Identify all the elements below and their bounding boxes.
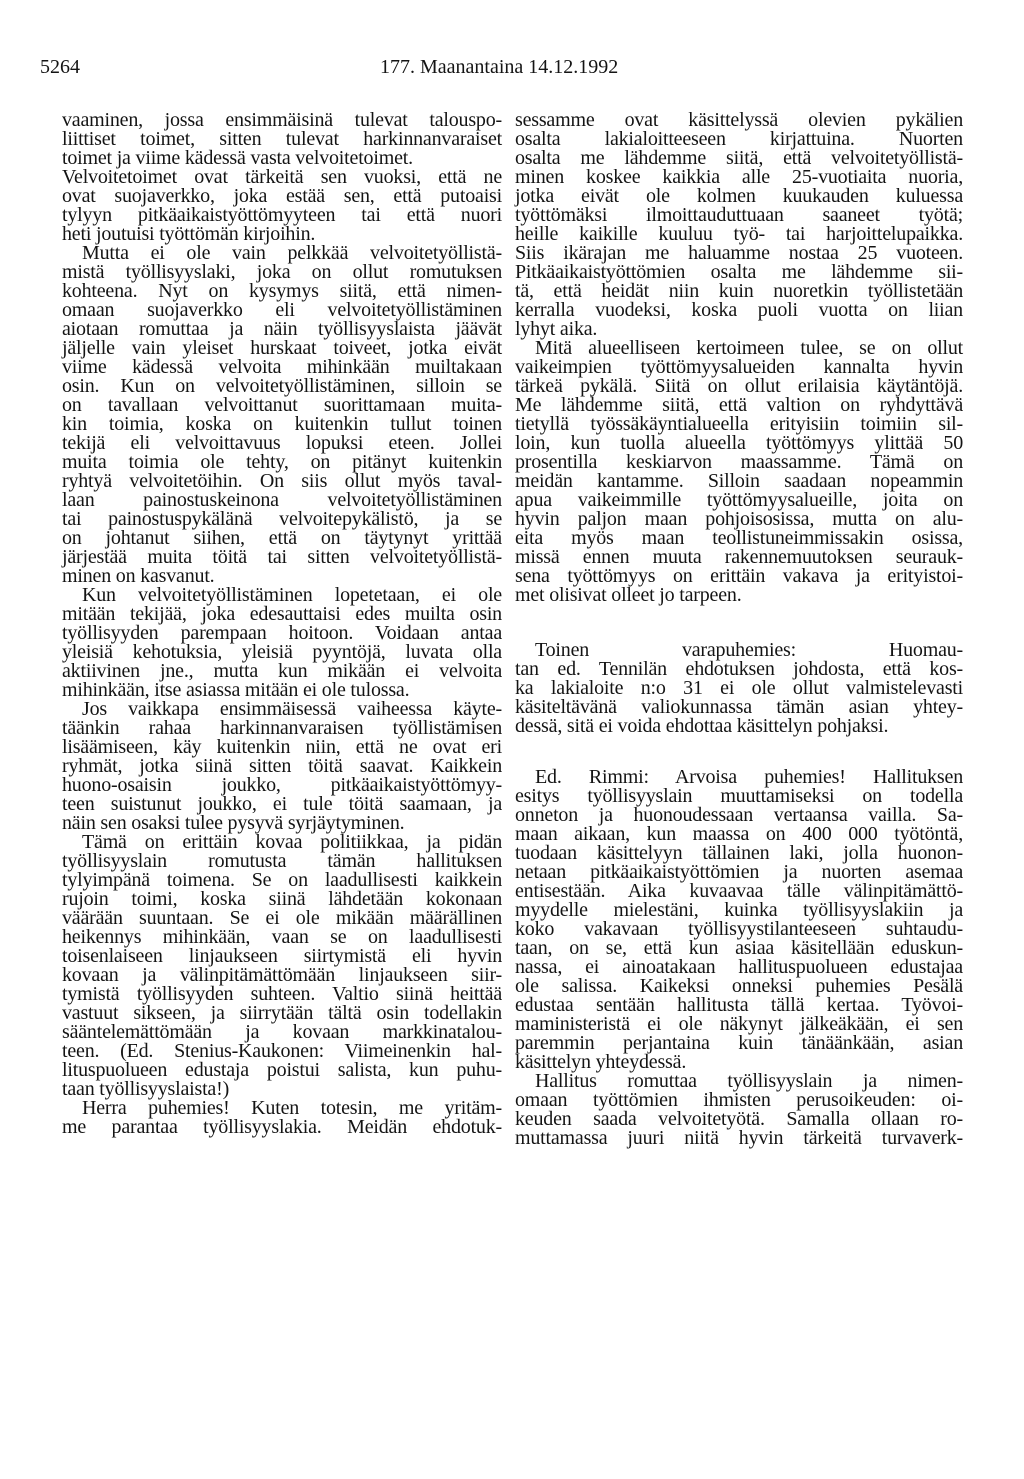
text-line: Pitkäaikaistyöttömien osalta me lähdemme sii- <box>515 261 963 283</box>
text-line: muita toimia ole tehty, on pitänyt kuitenkin <box>62 451 502 473</box>
text-line: heille kaikille kuuluu työ- tai harjoittelupaikka. <box>515 223 963 245</box>
text-line: eita myös maan teollistuneimmissakin osissa, <box>515 527 963 549</box>
text-line: lituspuolueen edustaja poistui salista, kun puhu- <box>62 1059 502 1081</box>
text-line: työttömäksi ilmoittauduttuaan saaneet työtä; <box>515 204 963 226</box>
text-line: myydelle mielestäni, kuinka työllisyyslakiin ja <box>515 899 963 921</box>
text-line: tai painostuspykälänä velvoitepykälistö, ja se <box>62 508 502 530</box>
text-line: mihinkään, itse asiassa mitään ei ole tulossa. <box>62 679 410 701</box>
text-line: huono-osaisin joukko, pitkäaikaistyöttömyy- <box>62 774 502 796</box>
text-line: käsiteltävänä valiokunnassa tämän asian yhtey- <box>515 696 963 718</box>
text-line: tylyimpänä toimena. Se on laadullisesti kaikkein <box>62 869 502 891</box>
text-line: kovaan ja välinpitämättömään linjaukseen siir- <box>62 964 502 986</box>
text-line: jäljelle vain yleiset hurskaat toiveet, jotka eivät <box>62 337 502 359</box>
text-line: sena työttömyys on erittäin vakava ja erityistoi- <box>515 565 963 587</box>
text-line: Toinen varapuhemies: Huomau- <box>535 639 963 661</box>
text-line: kerralla vuodeksi, koska puoli vuotta on liian <box>515 299 963 321</box>
text-line: me parantaa työllisyyslakia. Meidän ehdotuk- <box>62 1116 502 1138</box>
text-line: Mutta ei ole vain pelkkää velvoitetyöllistä- <box>82 242 502 264</box>
text-line: rujoin toimi, koska siinä lähdetään kokonaan <box>62 888 502 910</box>
right-column-top-section <box>515 111 963 605</box>
section-spacer <box>515 736 963 768</box>
text-line: viime kädessä velvoita mihinkään muiltakaan <box>62 356 502 378</box>
text-line: ryhtyä velvoitetöihin. On siis ollut myös taval- <box>62 470 502 492</box>
text-line: esitys työllisyyslain muuttamiseksi on todella <box>515 785 963 807</box>
text-line: tekijä eli velvoittavuus lopuksi eteen. Jollei <box>62 432 502 454</box>
rimmi-speech-section <box>515 768 963 1148</box>
text-line: vaaminen, jossa ensimmäisinä tulevat talouspo- <box>62 109 502 131</box>
text-line: osalta me lähdemme siitä, että velvoitetyöllistä- <box>515 147 963 169</box>
text-line: onneton ja huonoudessaan vertaansa vailla. Sa- <box>515 804 963 826</box>
page-number: 5264 <box>40 56 80 78</box>
text-line: vaikeimpien työttömyysalueiden kannalta hyvin <box>515 356 963 378</box>
text-line: Hallitus romuttaa työllisyyslain ja nimen- <box>535 1070 963 1092</box>
text-line: dessä, sitä ei voida ehdottaa käsittelyn pohjaksi. <box>515 715 889 737</box>
text-line: ovat suojaverkko, joka estää sen, että putoaisi <box>62 185 502 207</box>
session-title: 177. Maanantaina 14.12.1992 <box>380 56 619 78</box>
section-spacer <box>515 605 963 641</box>
text-line: kohteena. Nyt on kysymys siitä, että nimen- <box>62 280 502 302</box>
text-line: kin toimia, koska on kuitenkin tullut toinen <box>62 413 502 435</box>
text-line: omaan suojaverkko eli velvoitetyöllistäminen <box>62 299 502 321</box>
text-line: ole salissa. Kaikeksi onneksi puhemies Pesälä <box>515 975 963 997</box>
text-line: keuden saada velvoitetyötä. Samalla ollaan ro- <box>515 1108 963 1130</box>
text-line: mistä työllisyyslaki, joka on ollut romutuksen <box>62 261 502 283</box>
text-line: minen koskee kaikkia alle 25-vuotiaita nuoria, <box>515 166 963 188</box>
text-line: heikennys mihinkään, vaan se on laadullisesti <box>62 926 502 948</box>
text-line: taan työllisyyslaista!) <box>62 1078 230 1100</box>
text-line: väärään suuntaan. Se ei ole mikään määrällinen <box>62 907 502 929</box>
text-line: loin, kun tuolla alueella työttömyys ylittää 50 <box>515 432 963 454</box>
text-line: jotka eivät ole kolmen kuukauden kuluessa <box>515 185 963 207</box>
text-line: täänkin rahaa harkinnanvaraisen työllistämisen <box>62 717 502 739</box>
text-line: lisäämiseen, käy kuitenkin niin, että ne ovat eri <box>62 736 502 758</box>
text-line: on tavallaan velvoittanut suorittamaan muita- <box>62 394 502 416</box>
text-line: tärkeä pykälä. Siitä on ollut erilaisia käytäntöjä. <box>515 375 963 397</box>
right-column <box>515 111 963 1148</box>
text-line: sääntelemättömään ja kovaan markkinatalou- <box>62 1021 502 1043</box>
text-line: laan painostuskeinona velvoitetyöllistäminen <box>62 489 502 511</box>
text-line: meidän kantamme. Silloin saadaan nopeammin <box>515 470 963 492</box>
text-line: maministeristä ei ole näkynyt jälkeäkään, ei sen <box>515 1013 963 1035</box>
text-line: toimet ja viime kädessä vasta velvoitetoimet. <box>62 147 413 169</box>
text-line: Tämä on erittäin kovaa politiikkaa, ja pidän <box>82 831 502 853</box>
text-line: teen. (Ed. Stenius-Kaukonen: Viimeinenkin hal- <box>62 1040 502 1062</box>
left-column <box>62 111 502 1137</box>
text-line: ryhmät, jotka siinä sitten töitä saavat. Kaikkein <box>62 755 502 777</box>
text-line: missä ennen muuta rakennemuutoksen seurauk- <box>515 546 963 568</box>
text-line: netaan pitkäaikaistyöttömien ja nuorten asemaa <box>515 861 963 883</box>
text-line: Kun velvoitetyöllistäminen lopetetaan, ei ole <box>82 584 502 606</box>
text-line: edustaa sentään hallitusta tällä kertaa. Työvoi- <box>515 994 963 1016</box>
text-line: on johtanut siihen, että on täytynyt yrittää <box>62 527 502 549</box>
text-line: prosentilla keskiarvon maassamme. Tämä on <box>515 451 963 473</box>
text-line: minen on kasvanut. <box>62 565 215 587</box>
text-line: entisestään. Aika kuvaavaa tälle välinpitämättö- <box>515 880 963 902</box>
text-line: teen suistunut joukko, ei tule töitä saamaan, ja <box>62 793 502 815</box>
text-line: omaan työttömien ihmisten perusoikeuden: oi- <box>515 1089 963 1111</box>
text-line: työllisyyslain romutusta tämän hallituksen <box>62 850 502 872</box>
text-line: tuodaan käsittelyyn tällainen laki, jolla huonon- <box>515 842 963 864</box>
text-line: ka lakialoite n:o 31 ei ole ollut valmistelevasti <box>515 677 963 699</box>
text-line: käsittelyn yhteydessä. <box>515 1051 687 1073</box>
text-line: aiotaan romuttaa ja näin työllisyyslaista jäävät <box>62 318 502 340</box>
text-line: tietyllä työssäkäyntialueella erityisiin toimiin sil- <box>515 413 963 435</box>
text-line: osalta lakialoitteeseen kirjattuina. Nuorten <box>515 128 963 150</box>
text-line: Ed. Rimmi: Arvoisa puhemies! Hallituksen <box>535 766 963 788</box>
text-line: Jos vaikkapa ensimmäisessä vaiheessa käyte- <box>82 698 502 720</box>
text-line: tymistä työllisyyden suhteen. Valtio siinä heittää <box>62 983 502 1005</box>
text-line: mitään tekijää, joka edesauttaisi edes muilta osin <box>62 603 502 625</box>
text-line: muttamassa juuri niitä hyvin tärkeitä turvaverk- <box>515 1127 963 1149</box>
text-line: liittiset toimet, sitten tulevat harkinnanvaraiset <box>62 128 502 150</box>
text-line: osin. Kun on velvoitetyöllistäminen, silloin se <box>62 375 502 397</box>
text-line: toisenlaiseen linjaukseen siirtymistä eli hyvin <box>62 945 502 967</box>
text-line: lyhyt aika. <box>515 318 598 340</box>
text-line: Mitä alueelliseen kertoimeen tulee, se on ollut <box>535 337 963 359</box>
text-line: näin sen osaksi tulee pysyvä syrjäytyminen. <box>62 812 405 834</box>
text-line: met olisivat olleet jo tarpeen. <box>515 584 742 606</box>
text-line: apua vaikeimmille työttömyysalueille, joita on <box>515 489 963 511</box>
text-line: aktiivinen jne., mutta kun mikään ei velvoita <box>62 660 502 682</box>
text-line: tan ed. Tennilän ehdotuksen johdosta, että kos- <box>515 658 963 680</box>
text-line: Siis ikärajan me haluamme nostaa 25 vuoteen. <box>515 242 963 264</box>
text-line: tylyyn pitkäaikaistyöttömyyteen tai että nuori <box>62 204 502 226</box>
page-header <box>0 56 1024 86</box>
text-line: Herra puhemies! Kuten totesin, me yritäm- <box>82 1097 502 1119</box>
text-line: tä, että heidät niin kuin nuoretkin työllistetään <box>515 280 963 302</box>
text-line: työllisyyden parempaan hoitoon. Voidaan antaa <box>62 622 502 644</box>
text-line: vastuut sikseen, ja siirrytään tältä osin todellakin <box>62 1002 502 1024</box>
text-line: heti joutuisi työttömän kirjoihin. <box>62 223 316 245</box>
text-line: yleisiä kehotuksia, yleisiä pyyntöjä, luvata olla <box>62 641 502 663</box>
chair-remark-section <box>515 641 963 736</box>
text-line: järjestää muita töitä tai sitten velvoitetyöllistä- <box>62 546 502 568</box>
text-line: paremmin perjantaina kuin tänäänkään, asian <box>515 1032 963 1054</box>
text-line: Velvoitetoimet ovat tärkeitä sen vuoksi, että ne <box>62 166 502 188</box>
text-line: hyvin paljon maan pohjoisosissa, mutta on alu- <box>515 508 963 530</box>
text-line: maan aikaan, kun maassa on 400 000 työtöntä, <box>515 823 963 845</box>
text-line: sessamme ovat käsittelyssä olevien pykälien <box>515 109 963 131</box>
text-line: taan, on se, että kun asiaa käsitellään eduskun- <box>515 937 963 959</box>
text-line: Me lähdemme siitä, että valtion on ryhdyttävä <box>515 394 963 416</box>
text-line: nassa, ei ainoatakaan hallituspuolueen edustajaa <box>515 956 963 978</box>
text-line: koko vakavaan työllisyystilanteeseen suhtaudu- <box>515 918 963 940</box>
